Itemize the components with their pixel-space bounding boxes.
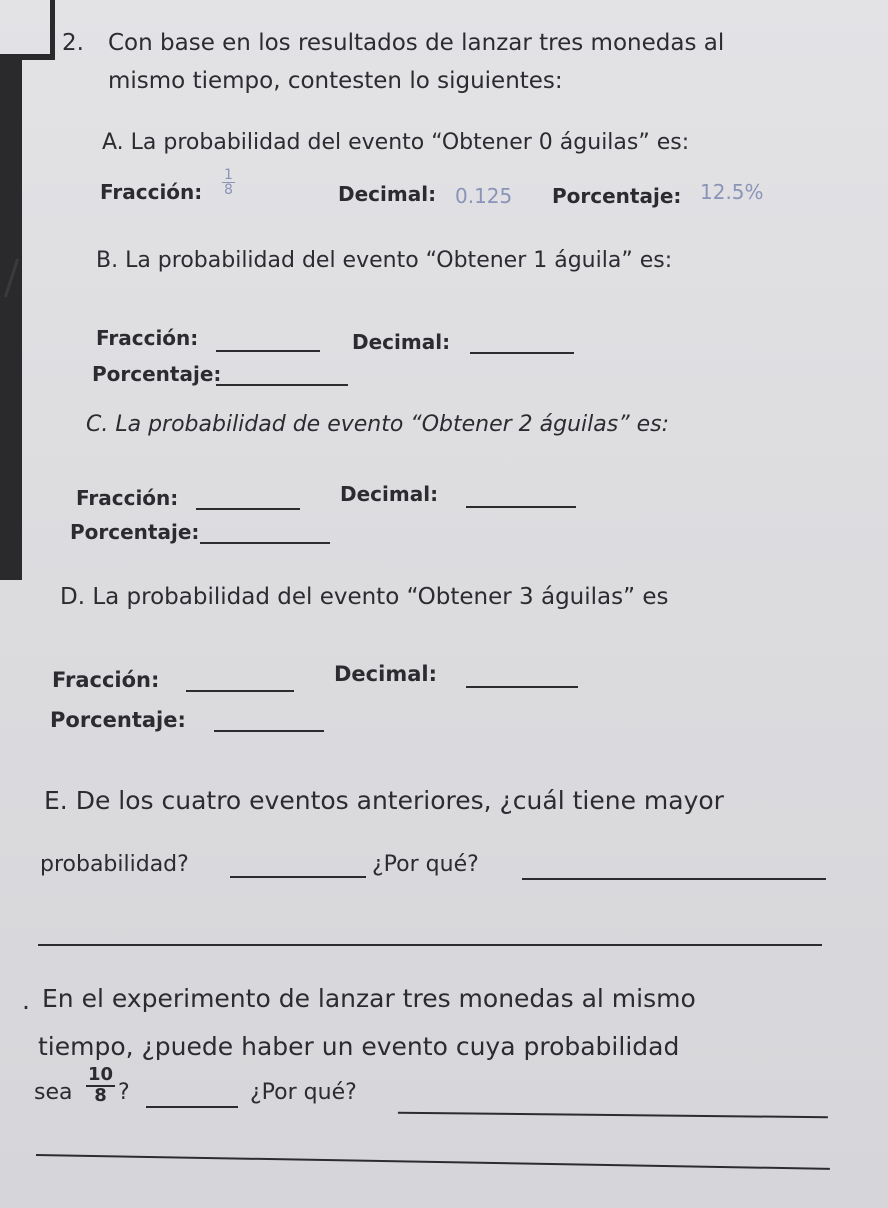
part-a-fraccion-label: Fracción: bbox=[100, 180, 203, 204]
part-c-decimal-blank[interactable] bbox=[466, 488, 576, 508]
part-b-fraccion-label: Fracción: bbox=[96, 326, 199, 350]
fraction-numerator: 10 bbox=[88, 1064, 114, 1085]
fraction-denominator: 8 bbox=[224, 182, 233, 198]
question3-qmark: ? bbox=[118, 1080, 130, 1105]
part-a-prompt: A. La probabilidad del evento “Obtener 0 águilas” es: bbox=[102, 130, 690, 155]
part-b-porcentaje-label: Porcentaje: bbox=[92, 362, 222, 386]
fraction-numerator: 1 bbox=[224, 167, 233, 183]
question3-por-que: ¿Por qué? bbox=[250, 1080, 357, 1105]
part-d-fraccion-blank[interactable] bbox=[186, 672, 294, 692]
fraction-denominator: 8 bbox=[94, 1084, 107, 1106]
question3-fraction bbox=[84, 1066, 117, 1106]
question-intro-line1: Con base en los resultados de lanzar tres monedas al bbox=[108, 30, 725, 56]
question3-reason-line[interactable] bbox=[36, 1154, 830, 1170]
part-a-porcentaje-label: Porcentaje: bbox=[552, 184, 682, 208]
part-a-fraction-answer bbox=[222, 168, 235, 197]
part-c-fraccion-label: Fracción: bbox=[76, 486, 179, 510]
part-b-decimal-label: Decimal: bbox=[352, 330, 451, 354]
part-d-prompt: D. La probabilidad del evento “Obtener 3 águilas” es bbox=[60, 584, 669, 610]
question3-line1: En el experimento de lanzar tres monedas al mismo bbox=[42, 984, 696, 1013]
part-a-porcentaje-answer: 12.5% bbox=[700, 180, 764, 204]
part-e-reason-blank[interactable] bbox=[522, 860, 826, 880]
part-b-decimal-blank[interactable] bbox=[470, 334, 574, 354]
part-e-reason-line[interactable] bbox=[38, 944, 822, 946]
question-intro-line2: mismo tiempo, contesten lo siguientes: bbox=[108, 68, 563, 94]
part-d-decimal-label: Decimal: bbox=[334, 662, 437, 686]
part-e-por-que: ¿Por qué? bbox=[372, 852, 479, 877]
part-c-porcentaje-label: Porcentaje: bbox=[70, 520, 200, 544]
part-d-decimal-blank[interactable] bbox=[466, 668, 578, 688]
part-d-porcentaje-blank[interactable] bbox=[214, 712, 324, 732]
question3-answer-blank[interactable] bbox=[146, 1088, 238, 1108]
question3-marker: . bbox=[22, 986, 30, 1015]
part-c-prompt: C. La probabilidad de evento “Obtener 2 águilas” es: bbox=[86, 412, 670, 437]
part-b-prompt: B. La probabilidad del evento “Obtener 1 águila” es: bbox=[96, 248, 673, 273]
part-e-prompt: E. De los cuatro eventos anteriores, ¿cuál tiene mayor bbox=[44, 786, 724, 815]
part-c-porcentaje-blank[interactable] bbox=[200, 524, 330, 544]
part-b-fraccion-blank[interactable] bbox=[216, 332, 320, 352]
part-d-porcentaje-label: Porcentaje: bbox=[50, 708, 186, 732]
part-c-fraccion-blank[interactable] bbox=[196, 490, 300, 510]
margin-corner-mark bbox=[0, 0, 55, 60]
margin-bar bbox=[0, 60, 22, 580]
question3-reason-blank[interactable] bbox=[398, 1094, 828, 1119]
question-number: 2. bbox=[62, 30, 84, 56]
question3-line2: tiempo, ¿puede haber un evento cuya probabilidad bbox=[38, 1032, 680, 1061]
part-c-decimal-label: Decimal: bbox=[340, 482, 439, 506]
part-e-probabilidad: probabilidad? bbox=[40, 852, 189, 877]
question3-sea: sea bbox=[34, 1080, 73, 1105]
part-b-porcentaje-blank[interactable] bbox=[216, 366, 348, 386]
part-e-answer-blank[interactable] bbox=[230, 858, 366, 878]
part-d-fraccion-label: Fracción: bbox=[52, 668, 160, 692]
part-a-decimal-answer: 0.125 bbox=[455, 184, 513, 208]
part-a-decimal-label: Decimal: bbox=[338, 182, 437, 206]
